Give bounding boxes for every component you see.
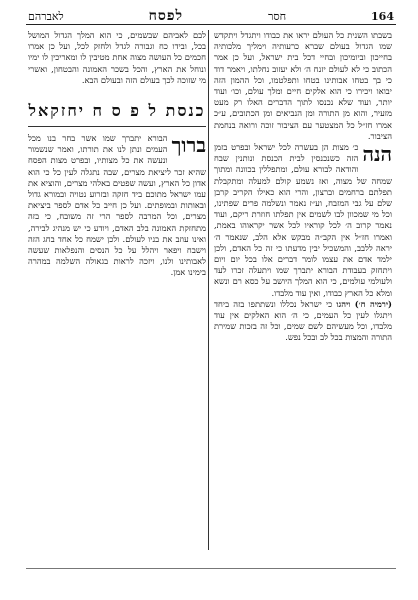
- right-reference: (ירמיה ח׳) ויהגו: [336, 298, 392, 309]
- left-opening-word: ברוך: [171, 133, 206, 158]
- page-header: [28, 8, 394, 24]
- left-paragraph-2-text: הבורא יתברך שמו אשר בחר בנו מכל העמים ונתן לנו את תורתו, ואמר שנשמור ונעשה את כל מצותיו, ובפרט מצות הפסח שהיא זכר ליציאת מצרים, שבה נתגלה לעין כל כי הוא אדון כל הארץ, ועשה שפטים באלהי מצרים, והוציא את עמו ישראל מתוכם ביד חזקה ובזרוע נטויה ובמורא גדול ובאותות ובמופתים. ועל כן חייב כל אדם לספר ביציאת מצרים, וכל המרבה לספר הרי זה משובח, כי בזה מתחזקת האמונה בלב האדם, ויודע כי יש מנהיג לבירה, ואינו עוזב את בניו לעולם. ולכן ישמח כל אחד בחג הזה וישבח ויפאר ויהלל על כל הנסים והנפלאות שעשה לאבותינו ולנו, ויזכה לראות בגאולה השלמה במהרה בימינו אמן.: [28, 133, 206, 278]
- header-book: חסר: [267, 9, 287, 23]
- right-paragraph-3: [214, 299, 392, 344]
- header-subtitle: לאברהם: [28, 9, 64, 23]
- right-column: [214, 30, 392, 590]
- page-number: 164: [371, 9, 394, 23]
- header-rule: [26, 24, 396, 25]
- footer-rule: [26, 568, 396, 569]
- column-divider: [208, 30, 209, 550]
- right-paragraph-3-text: כי ישראל נכללו ונשתתפו בזה ביחד ויתגלו לעין כל העמים, כי ה׳ הוא האלקים אין עוד מלבדו, וכל מעשיהם לשם שמים, וכל זה בזכות שמירת התורה והמצות בכל לב ובכל נפש.: [214, 298, 392, 343]
- left-paragraph-1: לבם לאביהם שבשמים, כי הוא המלך הגדול המושל בכל, ובידו כח וגבורה לגדל ולחזק לכל, ועל כן אמרו חכמים כל העושה מצוה אחת מטיבין לו ומאריכין לו ימיו ונוחל את הארץ, והכל בשכר האמונה והבטחון, ואשרי מי שזוכה לכך בעולם הזה ובעולם הבא.: [28, 30, 206, 85]
- section-heading: כנסת ל פ ס ח יחזקאל: [28, 100, 206, 127]
- left-column: [28, 30, 206, 590]
- right-paragraph-1: בשבתו השנית כל העולם יראו את כבודו ויתגדל ויתקדש שמו הגדול בעולם שברא כרעותיה וימליך מלכותיה בחייכון וביומיכון ובחיי דכל בית ישראל, ועל כן אמר הכתוב כי לא לעולם יזנח ה׳ ולא יעזוב נחלתו, ויאמר דוד כי בך בטחו אבותינו בטחו ותפלטמו, וכל ההמון הזה יבואו ויכירו כי הוא אלקים חיים ומלך עולם, וכו׳ ועוד יותר, ועוד שלא נכנסו לתוך הדברים האלו רק מעט מזעיר, והוא מן התורה ומן הנביאים ומן הכתובים, ע״כ אמרו חז״ל כל המצטער עם הציבור זוכה ורואה בנחמת הציבור.: [214, 30, 392, 141]
- right-paragraph-2-text: כ׳ מצות הן בעשרה לכל ישראל ובפרט בזמן הזה כשנכנסין לבית הכנסת ונותנין שבח והודאה לבורא עולם, ומתפללין בכוונה ומתוך שמחה של מצוה, ואז נשמע קולם למעלה ומתקבלת תפלתם ברחמים וברצון, והרי הוא כאילו הקריב קרבן שלם על גבי המזבח, וע״ז נאמר ונשלמה פרים שפתינו, וכל מי שמכוון לבו לשמים אין תפלתו חוזרת ריקם, ועוד נאמר קרוב ה׳ לכל קוראיו לכל אשר יקראוהו באמת, ואמרו חז״ל אין הקב״ה מבקש אלא הלב, שנאמר ה׳ יראה ללבב, והמשכיל יבין מדעתו כי זה כל האדם, ולכן ילמד אדם את עצמו לומר דברים אלו בכל יום ויום ויתחזק בעבודת הבורא יתברך שמו ויתעלה זכרו לעד ולעולמי עולמים, כי הוא המלך היושב על כסא רם ונשא ומלא כל הארץ כבודו, ואין עוד מלבדו.: [214, 142, 392, 298]
- header-title: לפסח: [148, 7, 184, 24]
- left-paragraph-2: [28, 133, 206, 279]
- right-opening-word: הנה: [362, 142, 392, 167]
- right-paragraph-2: [214, 142, 392, 299]
